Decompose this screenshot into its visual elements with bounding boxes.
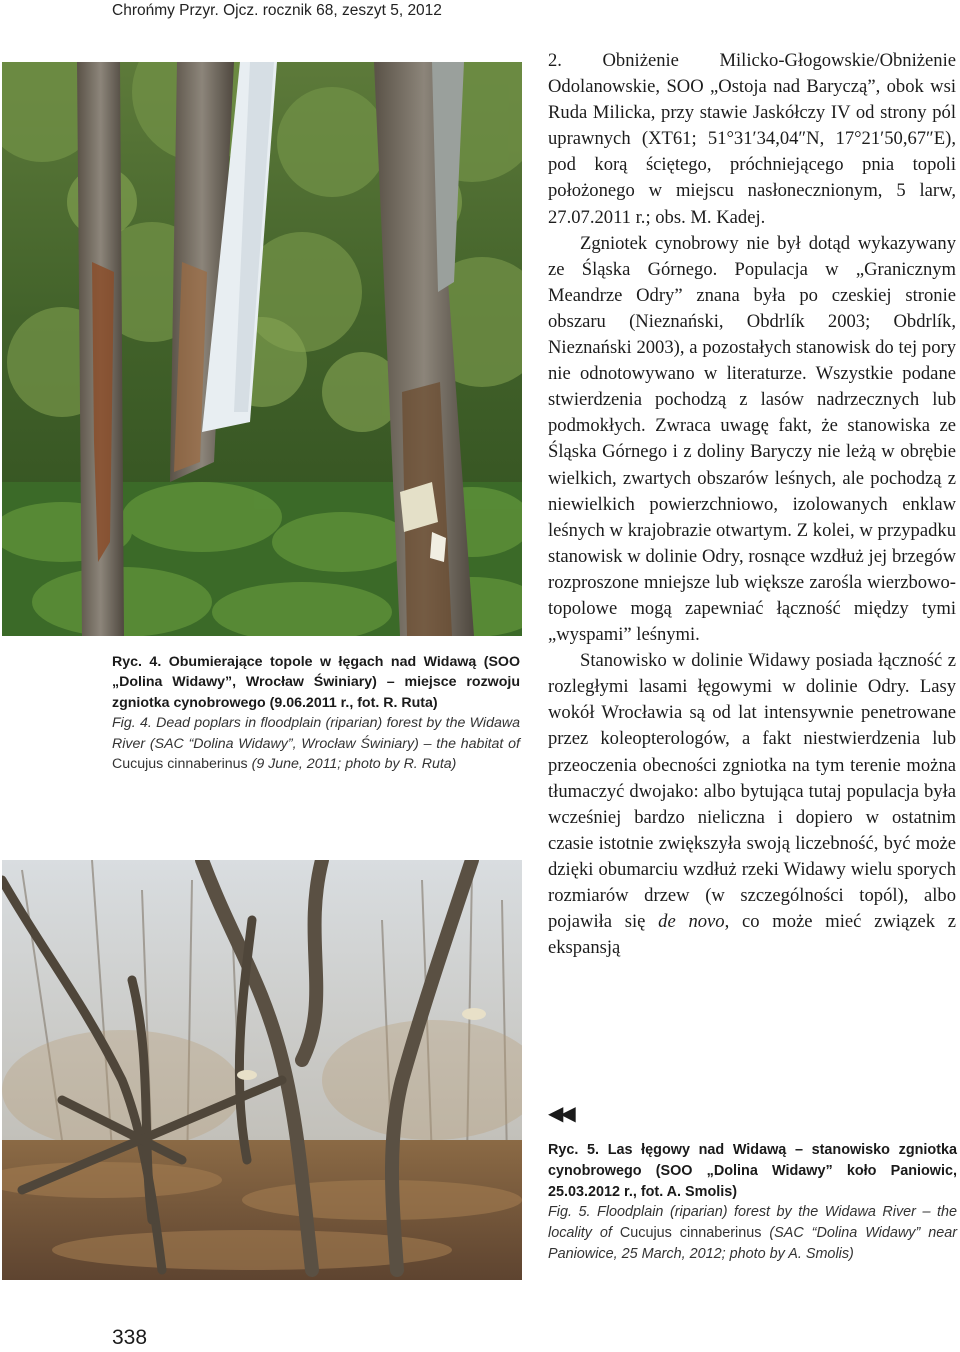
species-name: Cucujus cinnaberinus <box>619 1225 762 1242</box>
page-number: 338 <box>112 1326 148 1349</box>
italic-term: de novo <box>658 911 725 933</box>
species-name: Cucujus cinnaberinus <box>112 756 248 773</box>
paragraph-widawa-station <box>548 648 956 961</box>
figure-pointer-arrows: ◀◀ <box>548 1101 573 1125</box>
figure-5-caption-en <box>548 1202 957 1264</box>
figure-4-caption-en <box>112 713 520 774</box>
paragraph-text-end: , co może mieć związek z ekspansją <box>548 911 957 959</box>
floodplain-forest-photo <box>2 860 522 1280</box>
figure-4-caption-en-end: (9 June, 2011; photo by R. Ruta) <box>247 756 457 773</box>
paragraph-text: Stanowisko w dolinie Widawy posiada łączność z rozległymi lasami łęgowymi w dolinie Odry. Lasy wokół Wrocławia są od lat intensywnie penetrowane przez koleopterologów, a fakt niestwierdzenia lub przeoczenia obecności zgniotka na tym terenie można tłumaczyć dwojako: albo bytująca tutaj populacja była wcześniej bardzo nieliczna i dopiero w ostatnim czasie istotnie zwiększyła swoją liczebność, być może dzięki obumarciu wzdłuż rzeki Widawy wielu sporych rozmiarów drzew (w szczególności topól), albo pojawiła się <box>548 650 956 933</box>
running-header: Chrońmy Przyr. Ojcz. rocznik 68, zeszyt 5, 2012 <box>112 2 442 19</box>
figure-4-caption <box>112 652 520 774</box>
figure-5-caption <box>548 1140 957 1265</box>
dead-poplars-photo <box>2 62 522 636</box>
figure-4-caption-en-start: Fig. 4. Dead poplars in floodplain (riparian) forest by the Widawa River (SAC “Dolina Widawy”, Wrocław Świniary) – the habitat of <box>112 715 520 752</box>
figure-5-caption-en-end: (SAC “Dolina Widawy” near Paniowice, 25 March, 2012; photo by A. Smolis) <box>548 1225 957 1262</box>
figure-4-caption-pl: Ryc. 4. Obumierające topole w łęgach nad Widawą (SOO „Dolina Widawy”, Wrocław Świniary) – miejsce rozwoju zgniotka cynobrowego (9.06.2011 r., fot. R. Ruta) <box>112 654 520 711</box>
article-body <box>548 48 956 961</box>
figure-5-caption-pl: Ryc. 5. Las łęgowy nad Widawą – stanowisko zgniotka cynobrowego (SOO „Dolina Widawy” koło Paniowic, 25.03.2012 r., fot. A. Smolis) <box>548 1142 957 1200</box>
paragraph-locality-2: 2. Obniżenie Milicko-Głogowskie/Obniżenie Odolanowskie, SOO „Ostoja nad Baryczą”, obok wsi Ruda Milicka, przy stawie Jaskółczy IV od strony pól uprawnych (XT61; 51°31′34,04″N, 17°21′50,67″E), pod korą ściętego, próchniejącego pnia topoli położonego w miejscu nasłonecznionym, 5 larw, 27.07.2011 r.; obs. M. Kadej. <box>548 50 956 228</box>
paragraph-distribution: Zgniotek cynobrowy nie był dotąd wykazywany ze Śląska Górnego. Populacja w „Granicznym Meandrze Odry” znana była po czeskiej stronie obszaru (Nieznański, Obdrlík 2003; Obdrlík, Nieznański 2003), a pozostałych stanowisk do tej pory nie odnotowywano w literaturze. Wszystkie podane stwierdzenia pochodzą z lasów nadrzecznych lub podmokłych. Zwraca uwagę fakt, że stanowiska ze Śląska Górnego i z doliny Baryczy nie leżą w obrębie wielkich, zwartych obszarów leśnych, ale pochodzą z niewielkich powierzchniowo, izolowanych enklaw leśnych w krajobrazie otwartym. Z kolei, w przypadku stanowisk w dolinie Odry, rosnące wzdłuż jej brzegów rozproszone mniejsze lub większe zarośla wierzbowo-topolowe mogą zapewniać łączność między tymi „wyspami” leśnymi. <box>548 232 956 646</box>
figure-5-caption-en-start: Fig. 5. Floodplain (riparian) forest by the Widawa River – the locality of <box>548 1204 957 1242</box>
